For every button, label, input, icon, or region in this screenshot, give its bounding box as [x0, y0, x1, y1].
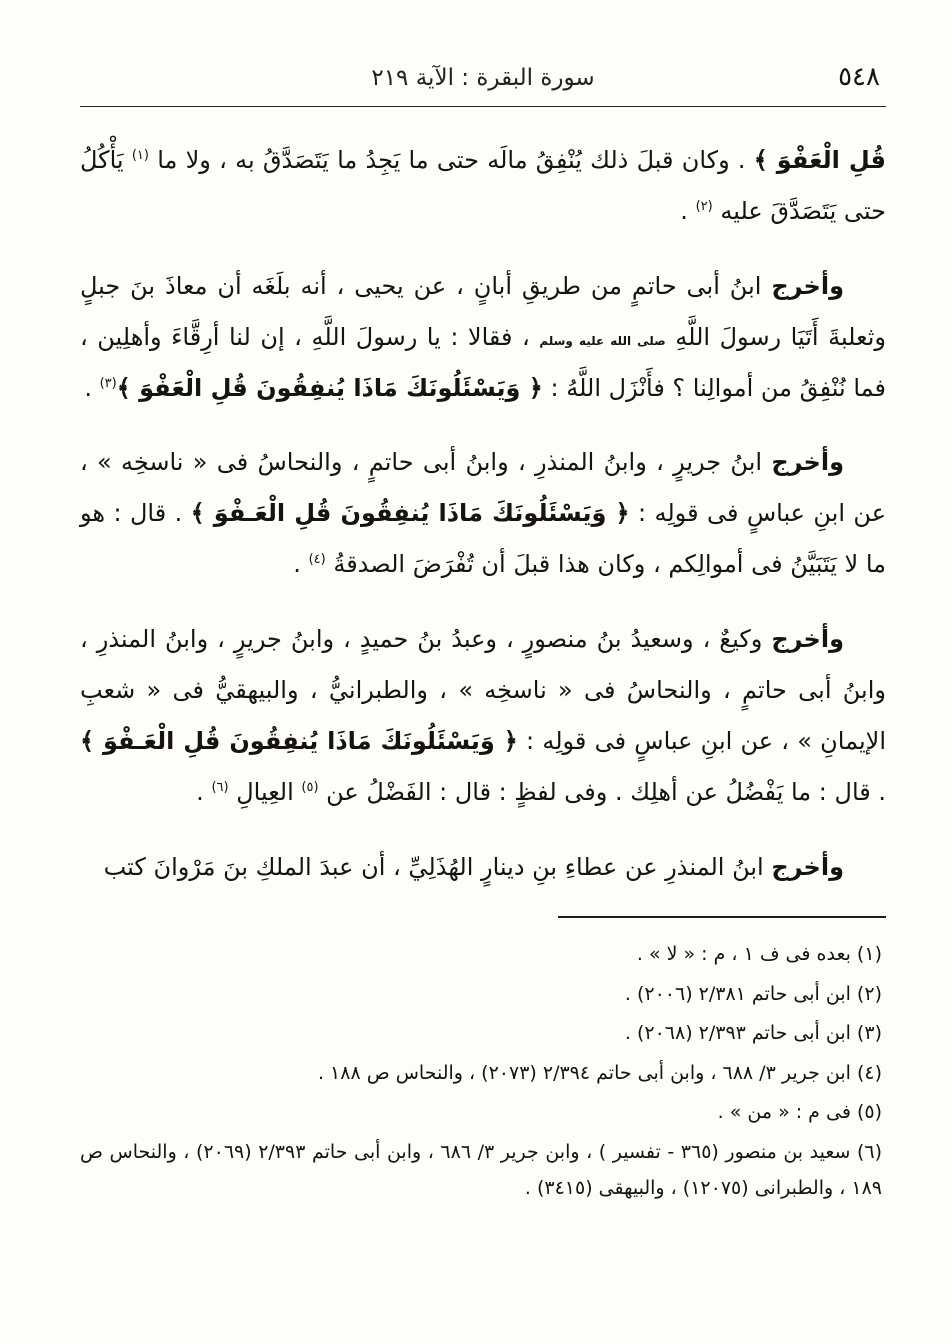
footnote: (٣) ابن أبى حاتم ٢/٣٩٣ (٢٠٦٨) . — [624, 1022, 882, 1045]
footnote: (٤) ابن جرير ٣/ ٦٨٨ ، وابن أبى حاتم ٢/٣٩٤ (٢٠٧٣) ، والنحاس ص ١٨٨ . — [317, 1061, 882, 1084]
paragraph-opener: وأخرج — [771, 448, 844, 477]
paragraph-opener: وأخرج — [771, 625, 844, 653]
footnote-ref: (٤) — [308, 552, 326, 568]
salawat-symbol: صلى الله عليه وسلم — [539, 333, 666, 348]
body-segment: . وكان قبلَ ذلك يُنْفِقُ مالَه حتى ما يَجِدُ ما يَتَصَدَّقُ به ، ولا ما — [148, 146, 754, 174]
paragraph-opener: وأخرج — [771, 271, 844, 300]
body-segment: . — [196, 777, 212, 806]
body-segment: وكيعٌ ، وسعيدُ بنُ منصورٍ ، وعبدُ بنُ حميدٍ ، وابنُ جريرٍ ، وابنُ المنذرِ ، وابنُ أبى حاتمٍ ، والنحاسُ فى « ناسخِه » ، والطبرانيُّ ، والبيهقيُّ فى « شعبِ الإيمانِ » ، عن ابنِ عباسٍ فى قولِه : — [80, 625, 886, 755]
paragraph — [80, 437, 886, 590]
body-segment: ابنُ أبى حاتمٍ من طريقِ أبانٍ ، عن يحيى ، أنه بلَغَه أن معاذَ بنَ جبلٍ وثعلبةَ أَتَيَا رسولَ اللَّهِ — [80, 271, 886, 351]
body-segment: يَأْكُلُ حتى يَتَصَدَّقَ عليه — [80, 146, 886, 225]
footnote-separator — [558, 916, 886, 918]
footnote-ref: (٢) — [695, 198, 713, 214]
footnote-ref: (٥) — [301, 779, 319, 795]
footnote-ref: (٣) — [99, 375, 117, 391]
body-segment: . — [680, 196, 696, 225]
paragraph — [80, 842, 886, 893]
footnote-ref: (١) — [131, 148, 149, 163]
body-segment: . — [293, 550, 309, 579]
body-segment: ابنُ جريرٍ ، وابنُ المنذرِ ، وابنُ أبى حاتمٍ ، والنحاسُ فى « ناسخِه » ، عن ابنِ عباسٍ فى قولِه : — [80, 448, 887, 528]
body-segment: العِيالِ — [228, 777, 302, 806]
body-segment: . قال : هو ما لا يَتَبَيَّنُ فى أموالِكم ، وكان هذا قبلَ أن تُفْرَضَ الصدقةُ — [80, 499, 886, 579]
body-segment: . قال : ما يَفْضُلُ عن أهلِك . وفى لفظٍ : قال : الفَضْلُ عن — [318, 777, 886, 806]
footnote: (١) بعده فى ف ١ ، م : « لا » . — [636, 943, 882, 966]
footnotes-section — [80, 916, 886, 1206]
paragraph-opener: وأخرج — [771, 852, 844, 881]
body-segment: . — [84, 373, 100, 402]
body-segment: ابنُ المنذرِ عن عطاءِ بنِ دينارٍ الهُذَلِيِّ ، أن عبدَ الملكِ بنَ مَرْوانَ كتب — [103, 852, 772, 881]
body-text — [80, 107, 886, 892]
quran-quote: قُلِ الْعَفْوَ ﴾ — [753, 146, 886, 174]
quran-quote: ﴿ وَيَسْئَلُونَكَ مَاذَا يُنفِقُونَ قُلِ الْعَفْوَ ﴾ — [116, 373, 543, 402]
footnote: (٢) ابن أبى حاتم ٢/٣٨١ (٢٠٠٦) . — [624, 982, 882, 1005]
header-title: سورة البقرة : الآية ٢١٩ — [371, 65, 595, 91]
body-segment: ، فقالا : يا رسولَ اللَّهِ ، إن لنا أرِقَّاءَ وأهلِين ، فما نُنْفِقُ من أموالِنا ؟ فأَنْزَل اللَّهُ : — [80, 322, 886, 402]
page-header — [80, 56, 886, 107]
paragraph — [80, 261, 886, 414]
footnote: (٥) فى م : « من » . — [717, 1101, 882, 1124]
footnote-ref: (٦) — [211, 779, 229, 795]
quran-quote: ﴿ وَيَسْئَلُونَكَ مَاذَا يُنفِقُونَ قُلِ الْعَـفْوَ ﴾ — [80, 726, 518, 755]
quran-quote: ﴿ وَيَسْئَلُونَكَ مَاذَا يُنفِقُونَ قُلِ الْعَـفْوَ ﴾ — [190, 499, 630, 528]
paragraph — [80, 614, 886, 818]
page-number: ٥٤٨ — [838, 62, 880, 92]
paragraph — [80, 135, 886, 237]
footnote: (٦) سعيد بن منصور (٣٦٥ - تفسير ) ، وابن جرير ٣/ ٦٨٦ ، وابن أبى حاتم ٢/٣٩٣ (٢٠٦٩) ، والنحاس ص ١٨٩ ، والطبرانى (١٢٠٧٥) ، والبيهقى (٣٤١٥) . — [80, 1140, 883, 1200]
footnotes-list — [80, 936, 886, 1206]
